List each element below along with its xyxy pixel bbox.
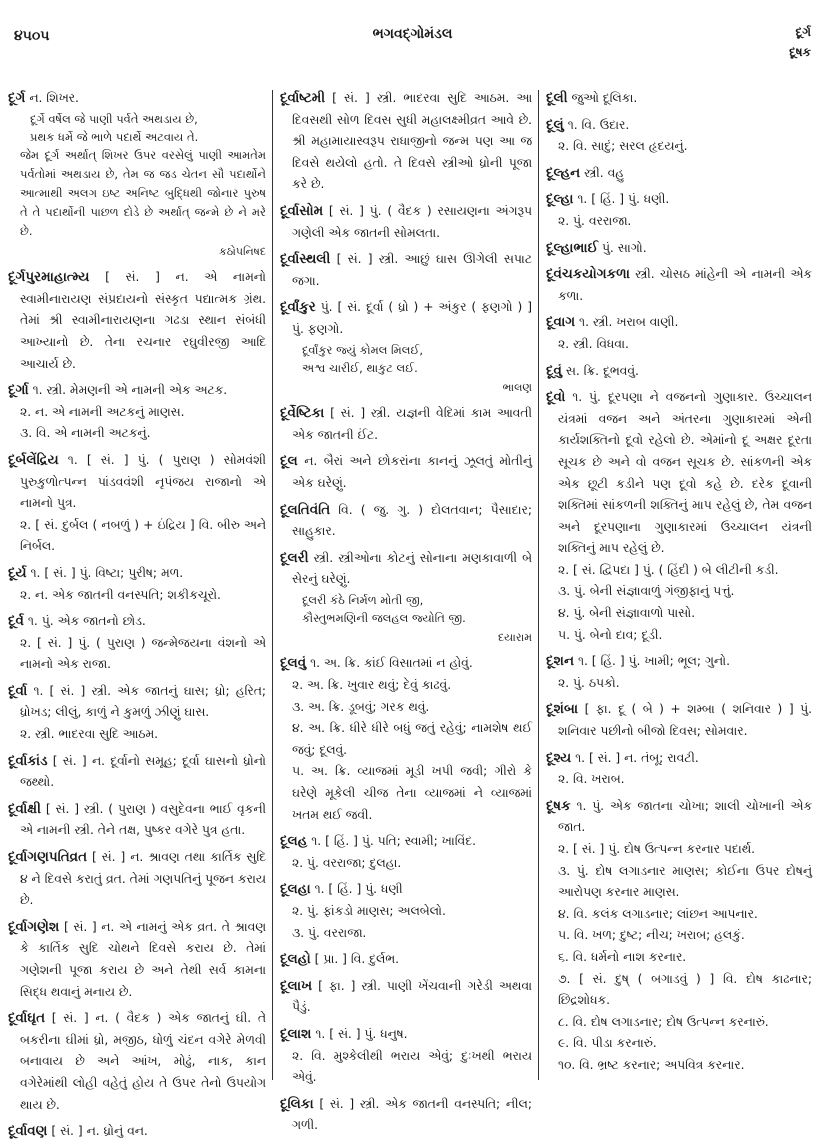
dictionary-entry [546, 238, 812, 260]
entry-headword: દૂલું [546, 116, 564, 133]
entry-headword: દૂર્ગપુરમાહાત્મ્ય [8, 269, 90, 286]
guide-word-last: દૂષક [789, 45, 811, 59]
entry-definition: [ સં. ] ન. એ નામનો સ્વામીનારાયણ સંપ્રદાયનો સંસ્કૃત પદ્યાત્મક ગ્રંથ. તેમાં શ્રી સ્વામીનારાયણના ગઢડા સ્થાન સંબંધી આખ્યાનો છે. તેના રચનાર રઘુવીરજી આદિ આચાર્ય છે. [20, 270, 266, 371]
entry-headword: દૂર્વાસ્થલી [280, 251, 331, 268]
dictionary-entry [546, 796, 812, 1077]
entry-sense: ૪. અ. ક્રિ. ધીરે ધીરે બધું જતું રહેવું; નામશેષ થઈ જવું; દૂલવું. [292, 721, 532, 757]
entry-definition: [ પ્રા. ] વિ. દુર્લભ. [314, 952, 400, 967]
entry-definition: પું. [ સં. દૂર્વા ( ધ્રો ) + અંકુર ( ફણગો ) ] પું. ફણગો. [292, 300, 532, 336]
entry-headword: દૂશંબા [546, 701, 579, 718]
entry-sense: ૨. પું. વરરાજા. [558, 213, 632, 228]
entry-headword: દૂલિકા [280, 1095, 314, 1112]
dictionary-entry [280, 297, 532, 398]
entry-definition: પું. સાગો. [601, 240, 647, 255]
dictionary-entry [546, 163, 812, 185]
dictionary-entry [546, 312, 812, 355]
entry-definition: ૧. પું. દૂરપણા ને વજનનો ગુણાકાર. ઉચ્ચાલન યંત્રમાં વજન અને અંતરના ગુણાકારમાં એની કાર્યશક્તિનો દૂવો રહેલો છે. એમાંનો દૂ અક્ષર દૂરતા સૂચક છે અને વો વજન સૂચક છે. સાંકળની એક એક છૂટી કડીને પણ દૂવો કહે છે. દરેક દૂવાની શક્તિમાં સાંકળની શક્તિનું માપ રહેલું છે, તેમ વજન અને દૂરપણાના ગુણાકારમાં ઉચ્ચાલન યંત્રની શક્તિનું માપ રહેલું છે. [558, 390, 812, 556]
dictionary-entry [546, 115, 812, 158]
dictionary-entry [280, 949, 532, 971]
entry-headword: દૂલવું [280, 655, 307, 672]
quote-source: ભાલણ [502, 380, 532, 394]
entry-definition: ૧. [ સં. ] ન. તંબૂ; રાવટી. [575, 750, 699, 765]
entry-headword: દૂલ [280, 453, 298, 470]
column-divider [538, 90, 539, 1080]
entry-sense: ૨. [ સં. ] પું. દોષ ઉત્પન્ન કરનાર પદાર્થ. [558, 842, 756, 856]
dictionary-entry [8, 1121, 266, 1143]
entry-headword: દૂશન [546, 653, 575, 670]
entry-headword: દૂલહા [280, 881, 311, 898]
entry-headword: દૂલતિવંતિ [280, 501, 331, 518]
entry-headword: દૂર્વેષ્ટિકા [280, 405, 325, 422]
dictionary-entry [280, 249, 532, 292]
entry-sense: ૨. પું. ફાંકડો માણસ; અલબેલો. [292, 904, 446, 918]
page-header [0, 14, 825, 74]
entry-definition: સ્ત્રી. સ્ત્રીઓના કોટનું સોનાના મણકાવાળી બે સેરનું ઘરેણું. [292, 550, 532, 587]
entry-headword: દૂર્બલેંદ્રિય [8, 451, 59, 468]
quote-gloss: જેમ દૂર્ગ અર્થાત્ શિખર ઉપર વરસેલું પાણી આમતેમ પર્વતોમાં અથડાય છે, તેમ જ જડ ચેતન સૌ પદાર્થોને આત્માથી અલગ ઇષ્ટ અનિષ્ટ બુદ્ધિથી જોનાર પુરુષ તે તે પદાર્થોની પાછળ દોડે છે અર્થાત્ જન્મે છે ને મરે છે. [20, 147, 266, 238]
entry-headword: દૂર્વાગણપતિવ્રત [8, 849, 88, 866]
entry-headword: દૂલાખ [280, 977, 313, 994]
dictionary-entry [280, 403, 532, 446]
entry-definition: [ સં. ] સ્ત્રી. ( પુરાણ ) વસુદેવના ભાઈ વૃકની એ નામની સ્ત્રી. તેને તક્ષ, પુષ્કર વગેરે પુત્ર હતા. [20, 801, 266, 838]
quote-line: દૂલરી કંઠે નિર્મળ મોતી જી, [302, 592, 424, 607]
entry-definition: ૧. સ્ત્રી. મેમણની એ નામની એક અટક. [32, 383, 228, 398]
entry-headword: દૂર્વાસોમ [280, 202, 324, 219]
dictionary-entry [8, 450, 266, 558]
entry-headword: દૂલાશ [280, 1025, 312, 1042]
dictionary-entry [280, 1094, 532, 1137]
quote-line: દૂર્વાંકુર જ્યું કોમલ મિલઈ, [302, 342, 424, 357]
entry-definition: ૧. વિ. ઉદાર. [567, 117, 630, 132]
dictionary-entry [546, 361, 812, 383]
entry-headword: દૂર્વાકાંડ [8, 752, 48, 769]
entry-definition: સ્ત્રી. ચોસઠ માંહેની એ નામની એક કળા. [558, 267, 812, 303]
entry-headword: દૂલ્હા [546, 191, 574, 208]
entry-definition: [ સં. ] સ્ત્રી. યજ્ઞની વેદિમાં કામ આવતી એક જાતની ઈંટ. [292, 406, 532, 442]
entry-headword: દૂવું [546, 362, 562, 379]
dictionary-entry [8, 380, 266, 445]
dictionary-entry [280, 548, 532, 649]
column-3 [546, 88, 812, 1082]
entry-sense: ૩. વિ. એ નામની અટકનું. [20, 426, 151, 441]
entry-sense: ૫. અ. ક્રિ. વ્યાજમાં મૂડી ખપી જવી; ગીરો કે ઘરેણે મૂકેલી ચીજ તેના વ્યાજમાં ને વ્યાજમાં ખતમ થઈ જવી. [292, 764, 532, 822]
dictionary-entry [280, 201, 532, 244]
dictionary-entry [280, 653, 532, 826]
quote-line: અશ્વ ચારીઈ, થાકુટ લઈ. [302, 360, 418, 375]
entry-definition: [ સં. ] સ્ત્રી. એક જાતની વનસ્પતિ; નીલ; ગળી. [292, 1096, 532, 1133]
dictionary-entry [280, 451, 532, 494]
entry-definition: [ સં. ] સ્ત્રી. આછું ઘાસ ઊગેલી સપાટ જગા. [292, 252, 532, 288]
entry-definition: ૧. [ હિં. ] પું. ખામી; ભૂલ; ગુનો. [577, 654, 731, 669]
dictionary-entry [8, 611, 266, 676]
dictionary-entry [546, 748, 812, 791]
entry-definition: ૧. પું. એક જાતના ચોખા; શાલી ચોખાની એક જાત. [558, 798, 812, 835]
entry-headword: દૂશ્ય [546, 749, 572, 766]
entry-headword: દૂર્ય [8, 564, 27, 581]
entry-sense: ૪. વિ. કલંક લગાડનાર; લાંછન આપનાર. [558, 906, 758, 921]
entry-definition: [ સં. ] ન. ધ્રોનું વન. [51, 1124, 148, 1139]
entry-sense: ૯. વિ. પીડા કરનારું. [558, 1036, 657, 1051]
quote-line: દૂર્ગે વર્ષેલ જે પાણી પર્વતે અથડાય છે, [30, 111, 198, 126]
entry-sense: ૮. વિ. દોષ લગાડનાર; દોષ ઉત્પન્ન કરનારું. [558, 1014, 769, 1029]
entry-sense: ૫. વિ. ખળ; દુષ્ટ; નીચ; ખરાબ; હલકું. [558, 928, 745, 943]
guide-words [789, 22, 811, 62]
entry-definition: [ સં. ] ન. ( વૈદક ) એક જાતનું ઘી. તે બકરીના ઘીમાં ધ્રો, મજીઠ, ધોળું ચંદન વગેરે મેળવી બનાવાય છે અને આંખ, મોઢું, નાક, કાન વગેરેમાંથી લોહી વહેતું હોય તે ઉપર તેનો ઉપયોગ થાય છે. [20, 1011, 266, 1112]
column-2 [280, 88, 532, 1142]
entry-sense: ૨. વિ. ખરાબ. [558, 772, 625, 787]
entry-definition: સ્ત્રી. વહુ [584, 165, 625, 180]
entry-definition: [ સં. ] ન. શ્રાવણ તથા કાર્તિક સુદિ ૪ ને દિવસે કરાતું વ્રત. તેમાં ગણપતિનું પૂજન કરાય છે. [20, 850, 266, 908]
entry-definition: વિ. ( જુ. ગુ. ) દોલતવાન; પૈસાદાર; સાહુકાર. [292, 502, 532, 539]
entry-definition: [ ફા. દૂ ( બે ) + શમ્બા ( શનિવાર ) ] પું. શનિવાર પછીનો બીજો દિવસ; સોમવાર. [558, 702, 812, 739]
entry-sense: ૨. પું. ઠપકો. [558, 675, 620, 690]
dictionary-entry [546, 264, 812, 307]
entry-headword: દૂવાગ [546, 314, 576, 331]
quote-line: કૌસ્તુભમણિની જલહલ જ્યોતિ જી. [302, 610, 466, 625]
dictionary-entry [280, 500, 532, 543]
entry-headword: દૂવંચકયોગકળા [546, 266, 630, 283]
entry-headword: દૂવો [546, 389, 566, 406]
entry-sense: ૨. સ્ત્રી. વિધવા. [558, 336, 629, 351]
entry-headword: દૂલ્હન [546, 164, 581, 181]
quote-line: પ્રથક ધર્મે જે ભાળે પદાર્થે અટવાય તે. [30, 129, 199, 144]
entry-headword: દૂર્વાગણેશ [8, 918, 60, 935]
dictionary-entry [8, 563, 266, 606]
entry-headword: દૂર્વાઘૃત [8, 1010, 46, 1027]
entry-headword: દૂર્વાક્ષી [8, 800, 41, 817]
entry-sense: ૧૦. વિ. ભ્રષ્ટ કરનાર; અપવિત્ર કરનાર. [558, 1057, 745, 1072]
entry-definition: ન. શિખર. [29, 91, 79, 105]
entry-sense: ૪. પું. બેની સંજ્ઞાવાળો પાસો. [558, 606, 696, 621]
dictionary-entry [8, 847, 266, 912]
entry-sense: ૩. અ. ક્રિ. ડૂબવું; ગરક થવું. [292, 699, 430, 714]
entry-sense: ૨. પું. વરરાજા; દુલહા. [292, 855, 402, 870]
entry-headword: દૂલી [546, 90, 568, 106]
entry-definition: ૧. [ સં. ] પું. વિષ્ટા; પુરીષ; મળ. [30, 565, 184, 580]
dictionary-entry [8, 88, 266, 262]
column-divider [272, 90, 273, 1080]
entry-definition: ૧. [ સં. ] પું. ધનુષ. [315, 1026, 408, 1041]
dictionary-entry [280, 976, 532, 1019]
page-number: ૪૫૦૫ [14, 28, 50, 44]
dictionary-entry [8, 681, 266, 746]
dictionary-entry [546, 699, 812, 742]
entry-sense: ૨. વિ. સાદું; સરલ હૃદયનું. [558, 139, 688, 154]
entry-definition: ૧. સ્ત્રી. ખરાબ વાણી. [579, 315, 679, 330]
dictionary-entry [8, 1008, 266, 1116]
dictionary-entry [8, 917, 266, 1003]
quote-source: કઠોપનિષદ [218, 244, 266, 258]
dictionary-entry [546, 189, 812, 232]
dictionary-entry [280, 88, 532, 196]
entry-sense: ૩. પું. બેની સંજ્ઞાવાળું ગંજીફાનું પત્તું. [558, 584, 735, 599]
dictionary-entry [280, 879, 532, 944]
entry-headword: દૂર્વાષ્ટમી [280, 90, 326, 106]
entry-headword: દૂર્ગ [8, 90, 26, 106]
entry-definition: [ ફા. ] સ્ત્રી. પાણી ખેંચવાની ગરેડી અથવા પૈડું. [292, 978, 532, 1015]
entry-sense: ૨. ન. એ નામની અટકનું માણસ. [20, 404, 185, 419]
entry-sense: ૭. [ સં. દુષ્ ( બગાડવું ) ] વિ. દોષ કાઢનાર; છિદ્રશોધક. [558, 971, 812, 1008]
dictionary-entry [8, 799, 266, 842]
dictionary-entry [546, 88, 812, 110]
dictionary-entry [280, 1024, 532, 1089]
entry-headword: દૂલહો [280, 951, 311, 968]
entry-sense: ૩. પું. વરરાજા. [292, 925, 367, 940]
entry-definition: [ સં. ] સ્ત્રી. ભાદરવા સુદિ આઠમ. આ દિવસથી સોળ દિવસ સુધી મહાલક્ષ્મીવ્રત આવે છે. શ્રી મહામાયાસ્વરૂપ રાધાજીનો જન્મ પણ આ જ દિવસે થયેલો હતો. તે દિવસે સ્ત્રીઓ ધ્રોની પૂજા કરે છે. [292, 91, 532, 192]
entry-headword: દૂલરી [280, 549, 309, 566]
entry-definition: ૧. [ હિં. ] પું. ધણી. [577, 192, 670, 207]
entry-headword: દૂર્વ [8, 613, 24, 630]
entry-sense: ૨. [ સં. દ્વિપદા ] પું. ( હિંદી ) બે લીટીની કડી. [558, 562, 779, 577]
entry-sense: ૨. ન. એક જાતની વનસ્પતિ; શકીકચૂરો. [20, 587, 221, 602]
entry-definition: ૧. [ સં. ] પું. ( પુરાણ ) સોમવંશી પુરુકુળોત્પન્ન પાંડવવંશી નૃપંજય રાજાનો એ નામનો પુત્ર. [20, 452, 266, 511]
entry-definition: ૧. [ હિં. ] પું. ધણી [314, 882, 403, 897]
entry-headword: દૂલ્હાભાઈ [546, 239, 599, 256]
dictionary-entry [8, 267, 266, 375]
entry-definition: ન. બૈરાં અને છોકરાંના કાનનું ઝૂલતું મોતીનું એક ઘરેણું. [292, 454, 532, 490]
running-title: ભગવદ્ગોમંડલ [372, 26, 453, 42]
entry-headword: દૂષક [546, 797, 571, 814]
entry-sense: ૬. વિ. ધર્મનો નાશ કરનાર. [558, 949, 687, 964]
guide-word-first: દૂર્ગ [795, 25, 811, 39]
entry-definition: [ સં. ] ન. દૂર્વાનો સમૂહ; દૂર્વા ઘાસનો ધ્રોનો જથ્થો. [20, 753, 266, 790]
dictionary-entry [546, 387, 812, 646]
entry-definition: ૧. અ. ક્રિ. કાંઈ વિસાતમાં ન હોવું. [310, 656, 473, 671]
entry-headword: દૂર્ગા [8, 382, 29, 399]
entry-definition: સ. ક્રિ. દૂભવવું. [565, 363, 639, 378]
entry-sense: ૨. સ્ત્રી. ભાદરવા સુદિ આઠમ. [20, 727, 159, 742]
entry-definition: ૧. [ હિં. ] પું. પતિ; સ્વામી; ખાવિંદ. [311, 834, 476, 849]
quote-source: દયારામ [497, 630, 532, 644]
entry-sense: ૨. [ સં. ] પું. ( પુરાણ ) જન્મેજયના વંશનો એ નામનો એક રાજા. [20, 635, 266, 672]
entry-definition: ૧. પું. એક જાતનો છોડ. [27, 614, 146, 629]
entry-headword: દૂર્વાંકુર [280, 299, 316, 316]
entry-sense: ૨. વિ. મુશ્કેલીથી ભરાય એવું; દુઃખથી ભરાય એવું. [292, 1048, 532, 1085]
entry-sense: ૨. અ. ક્રિ. ખુવાર થવું; દેવું કાઢવું. [292, 678, 452, 693]
entry-definition: જુઓ દૂલિકા. [571, 91, 638, 105]
dictionary-entry [8, 751, 266, 794]
entry-headword: દૂલહ [280, 833, 308, 850]
entry-definition: ૧. [ સં. ] સ્ત્રી. એક જાતનું ઘાસ; ધ્રો; હરિત; ધ્રોખડ; લીલું, કાળું ને કુમળું ઝીણું ઘાસ. [20, 683, 266, 720]
entry-headword: દૂર્વા [8, 682, 28, 699]
dictionary-entry [280, 831, 532, 874]
entry-definition: [ સં. ] પું. ( વૈદક ) રસાયણના અંગરૂપ ગણેલી એક જાતની સોમલતા. [292, 203, 532, 240]
entry-sense: ૩. પું. દોષ લગાડનાર માણસ; કોઈના ઉપર દોષનું આરોપણ કરનાર માણસ. [558, 863, 812, 900]
entry-definition: [ સં. ] ન. એ નામનું એક વ્રત. તે શ્રાવણ કે કાર્તિક સુદિ ચોથને દિવસે કરાય છે. તેમાં ગણેશની પૂજા કરાય છે અને તેથી સર્વ કામના સિદ્ધ થવાનું મનાય છે. [20, 919, 266, 999]
dictionary-entry [546, 651, 812, 694]
entry-sense: ૫. પું. બેનો દાવ; દૂડી. [558, 627, 663, 642]
entry-headword: દૂર્વાવણ [8, 1123, 48, 1140]
column-1 [8, 88, 266, 1148]
entry-sense: ૨. [ સં. દુર્બલ ( નબળું ) + ઇંદ્રિય ] વિ. બીરુ અને નિર્બલ. [20, 517, 266, 554]
